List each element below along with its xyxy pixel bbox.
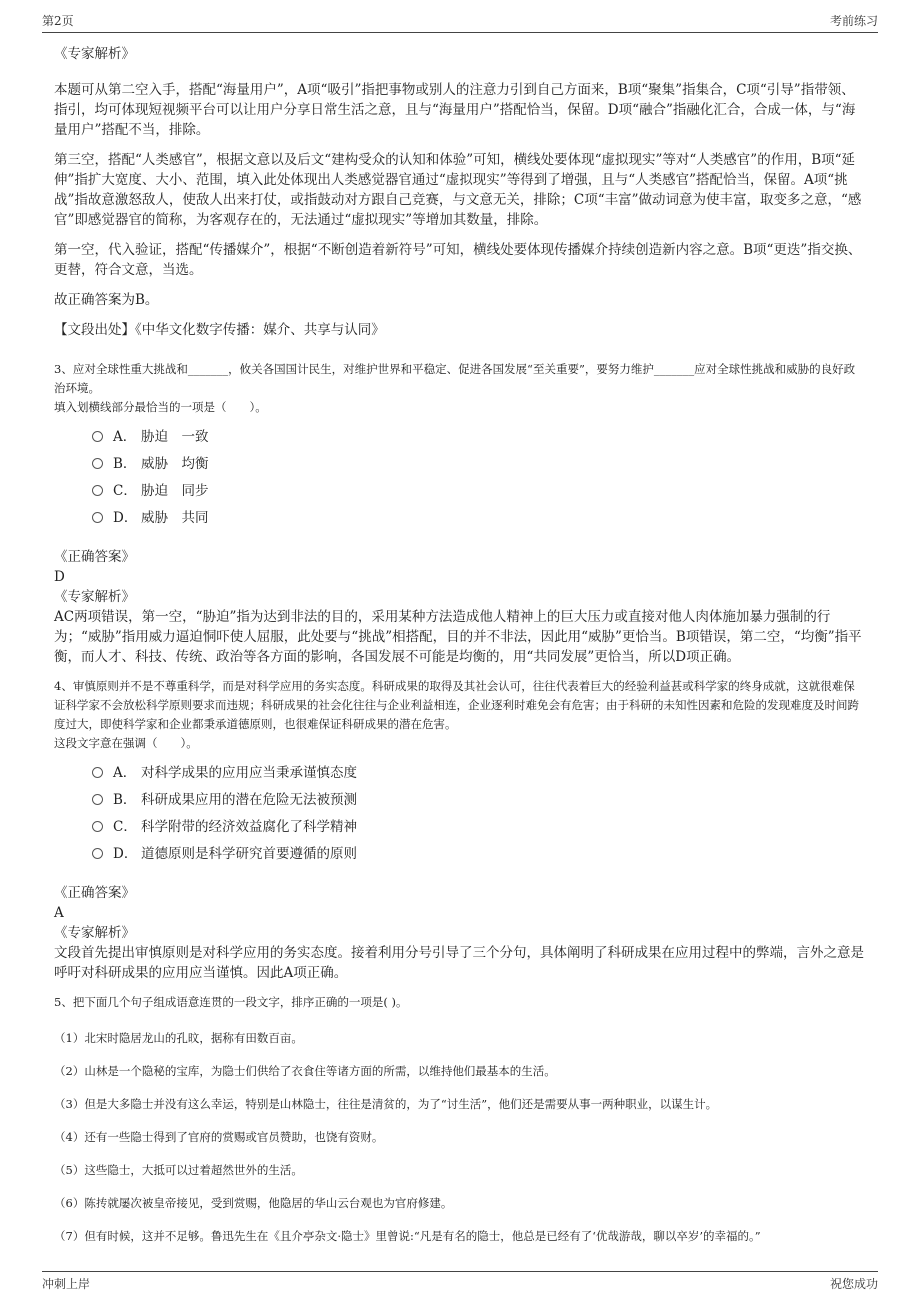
q4-analysis: 文段首先提出审慎原则是对科学应用的务实态度。接着利用分号引导了三个分句，具体阐明了科研成果在应用过程中的弊端，言外之意是呼吁对科研成果的应用应当谨慎。因此A项正确。	[54, 945, 864, 981]
q4-answer-label: 《正确答案》	[54, 885, 135, 901]
q3-analysis-label: 《专家解析》	[54, 589, 135, 605]
q4-answer: A	[54, 905, 64, 921]
q4-option-a[interactable]: A． 对科学成果的应用应当秉承谨慎态度	[92, 757, 866, 784]
q4-stem: 4、审慎原则并不是不尊重科学，而是对科学应用的务实态度。科研成果的取得及其社会认可，往往代表着巨大的经验利益甚或科学家的终身成就，这就很难保证科学家不会放松科学原则要求而违规；科研成果的社会化往往与企业利益相连，企业逐利时难免会有危害；由于科研的未知性因素和危险的发现难度及时间跨度过大，即使科学家和企业都秉承道德原则，也很难保证科研成果的潜在危害。	[54, 679, 859, 731]
page-header	[42, 12, 878, 33]
q3-option-d[interactable]: D． 威胁 共同	[92, 502, 866, 529]
q2-analysis-para2: 第三空，搭配“人类感官”，根据文意以及后文“建构受众的认知和体验”可知，横线处要体现“虚拟现实”等对“人类感官”的作用，B项“延伸”指扩大宽度、大小、范围，填入此处体现出人类感觉器官通过“虚拟现实”等得到了增强，且与“人类感官”搭配恰当，保留。A项“挑战”指故意激怒敌人，使敌人出来打仗，或指鼓动对方跟自己竞赛，与文意无关，排除；C项“丰富”做动词意为使丰富，取变多之意，“感官”即感觉器官的简称，为客观存在的，无法通过“虚拟现实”等增加其数量，排除。	[54, 152, 862, 228]
q5-item-4: （4）还有一些隐士得到了官府的赏赐或官员赞助，也饶有资财。	[54, 1130, 384, 1144]
q4-option-c[interactable]: C． 科学附带的经济效益腐化了科学精神	[92, 811, 866, 838]
q4-options	[92, 757, 866, 865]
q3-analysis: AC两项错误，第一空，“胁迫”指为达到非法的目的，采用某种方法造成他人精神上的巨大压力或直接对他人肉体施加暴力强制的行为；“威胁”指用威力逼迫恫吓使人屈服，此处要与“挑战”相搭配，目的并不非法，因此用“威胁”更恰当。B项错误，第二空，“均衡”指平衡，而人才、科技、传统、政治等各方面的影响，各国发展不可能是均衡的，用“共同发展”更恰当，所以D项正确。	[54, 609, 862, 665]
header-title: 考前练习	[829, 14, 878, 28]
q5-item-7: （7）但有时候，这并不足够。鲁迅先生在《且介亭杂文·隐士》里曾说:“凡是有名的隐士，他总是已经有了‘优哉游哉，聊以卒岁’的幸福的。”	[54, 1229, 761, 1243]
q2-source: 【文段出处】《中华文化数字传播：媒介、共享与认同》	[54, 322, 385, 338]
radio-icon[interactable]	[92, 821, 103, 832]
q3-answer: D	[54, 569, 65, 585]
q5-item-6: （6）陈抟就屡次被皇帝接见，受到赏赐，他隐居的华山云台观也为官府修建。	[54, 1196, 453, 1210]
q5-item-5: （5）这些隐士，大抵可以过着超然世外的生活。	[54, 1163, 303, 1177]
page-content	[54, 44, 866, 1260]
q3-answer-label: 《正确答案》	[54, 549, 135, 565]
radio-icon[interactable]	[92, 458, 103, 469]
q5-stem: 5、把下面几个句子组成语意连贯的一段文字，排序正确的一项是( )。	[54, 995, 408, 1009]
q5-item-2: （2）山林是一个隐秘的宝库，为隐士们供给了衣食住等诸方面的所需，以维持他们最基本的生活。	[54, 1064, 556, 1078]
page-number: 第2页	[42, 14, 74, 28]
footer-left: 冲刺上岸	[42, 1277, 91, 1291]
footer-right: 祝您成功	[829, 1277, 878, 1291]
q3-stem: 3、应对全球性重大挑战和_______，攸关各国国计民生，对维护世界和平稳定、促进各国发展“至关重要”，要努力维护_______应对全球性挑战和威胁的良好政治环境。	[54, 362, 856, 395]
q2-analysis-para1: 本题可从第二空入手，搭配“海量用户”，A项“吸引”指把事物或别人的注意力引到自己方面来，B项“聚集”指集合，C项“引导”指带领、指引，均可体现短视频平台可以让用户分享日常生活之意，且与“海量用户”搭配恰当，保留。D项“融合”指融化汇合，合成一体，与“海量用户”搭配不当，排除。	[54, 82, 856, 138]
q2-analysis-label: 《专家解析》	[54, 46, 135, 62]
q5-item-1: （1）北宋时隐居龙山的孔旼，据称有田数百亩。	[54, 1031, 303, 1045]
radio-icon[interactable]	[92, 848, 103, 859]
radio-icon[interactable]	[92, 512, 103, 523]
q4-option-b[interactable]: B． 科研成果应用的潜在危险无法被预测	[92, 784, 866, 811]
q3-prompt: 填入划横线部分最恰当的一项是（ ）。	[54, 400, 267, 414]
radio-icon[interactable]	[92, 767, 103, 778]
page-footer	[42, 1271, 878, 1292]
radio-icon[interactable]	[92, 794, 103, 805]
q2-conclusion: 故正确答案为B。	[54, 292, 159, 308]
q4-analysis-label: 《专家解析》	[54, 925, 135, 941]
q2-analysis-para3: 第一空，代入验证，搭配“传播媒介”，根据“不断创造着新符号”可知，横线处要体现传播媒介持续创造新内容之意。B项“更迭”指交换、更替，符合文意，当选。	[54, 242, 862, 278]
radio-icon[interactable]	[92, 431, 103, 442]
q4-prompt: 这段文字意在强调（ ）。	[54, 736, 198, 750]
q5-item-3: （3）但是大多隐士并没有这么幸运，特别是山林隐士，往往是清贫的，为了“讨生活”，他们还是需要从事一两种职业，以谋生计。	[54, 1097, 718, 1111]
q4-option-d[interactable]: D． 道德原则是科学研究首要遵循的原则	[92, 838, 866, 865]
q3-option-a[interactable]: A． 胁迫 一致	[92, 421, 866, 448]
radio-icon[interactable]	[92, 485, 103, 496]
q3-options	[92, 421, 866, 529]
q3-option-c[interactable]: C． 胁迫 同步	[92, 475, 866, 502]
q3-option-b[interactable]: B． 威胁 均衡	[92, 448, 866, 475]
